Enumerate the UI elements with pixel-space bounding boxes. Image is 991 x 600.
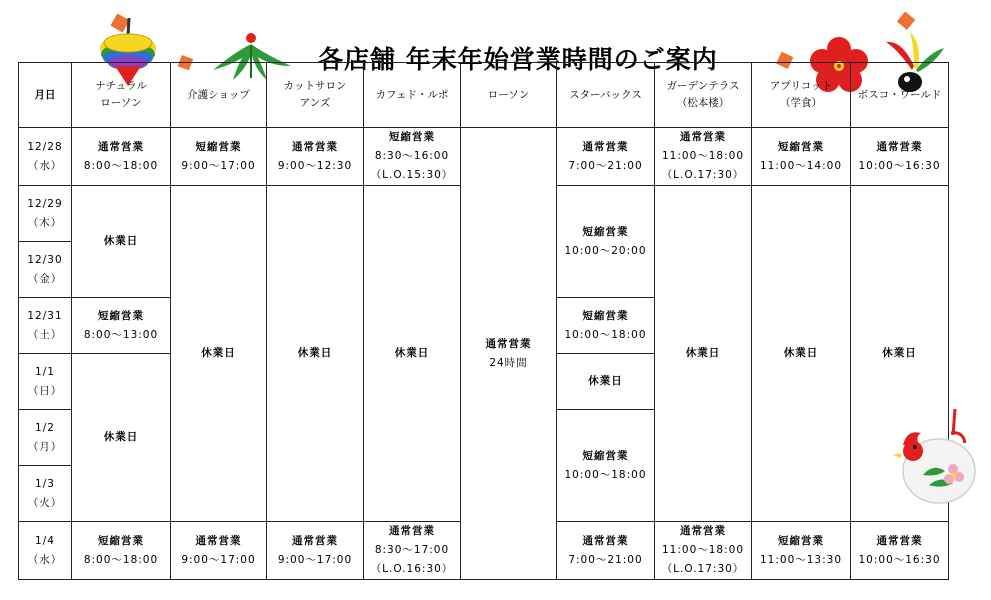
cell-line: 10:00～16:30 xyxy=(858,553,941,566)
cell-line: 12/30 xyxy=(27,253,63,266)
cell-line: ボスコ・ワールド xyxy=(857,88,942,101)
cell-line: 11:00～13:30 xyxy=(759,553,843,566)
cell-line: 通常営業 xyxy=(680,525,726,537)
cell-line: 通常営業 xyxy=(876,140,923,153)
cell-line: （火） xyxy=(27,496,63,509)
date-cell xyxy=(19,128,72,186)
schedule-cell xyxy=(557,522,655,580)
cell-line: 9:00～17:00 xyxy=(277,553,353,566)
cell-line: 短縮営業 xyxy=(582,449,629,462)
cell-line: 9:00～17:00 xyxy=(181,159,256,172)
schedule-cell xyxy=(851,128,949,186)
cell-line: 休業日 xyxy=(882,347,917,359)
schedule-cell xyxy=(557,410,655,522)
cell-line: 8:30～17:00 xyxy=(374,544,450,556)
cell-line: カフェド・ルポ xyxy=(375,88,449,101)
date-cell xyxy=(19,242,72,298)
cell-line: 通常営業 xyxy=(680,131,726,143)
table-row xyxy=(19,128,949,186)
cell-line: 休業日 xyxy=(685,347,721,359)
cell-line: 12/31 xyxy=(27,309,63,322)
cell-line: 短縮営業 xyxy=(778,534,824,547)
cell-line: （土） xyxy=(27,328,63,341)
schedule-cell xyxy=(557,298,655,354)
cell-line: アプリコット xyxy=(769,80,833,92)
schedule-cell xyxy=(72,186,171,298)
cell-line: 12/28 xyxy=(27,140,63,153)
cell-line: ローソン xyxy=(100,97,142,109)
date-cell xyxy=(19,298,72,354)
schedule-cell xyxy=(851,522,949,580)
cell-line: （学食） xyxy=(780,97,822,109)
cell-line: （L.O.15:30） xyxy=(370,169,454,181)
cell-line: カットサロン xyxy=(283,80,347,92)
cell-line: 短縮営業 xyxy=(582,309,629,322)
shop-header xyxy=(267,63,364,128)
schedule-cell xyxy=(752,522,851,580)
schedule-cell xyxy=(72,354,171,522)
header-row xyxy=(19,63,949,128)
schedule-cell xyxy=(72,522,171,580)
cell-line: 通常営業 xyxy=(485,337,532,350)
cell-line: 8:00～13:00 xyxy=(83,328,159,341)
cell-line: 通常営業 xyxy=(195,534,242,547)
shop-header xyxy=(171,63,267,128)
schedule-cell xyxy=(171,522,267,580)
cell-line: 休業日 xyxy=(783,347,819,359)
date-cell xyxy=(19,466,72,522)
cell-line: （月） xyxy=(27,440,63,453)
shop-header xyxy=(461,63,557,128)
schedule-cell xyxy=(461,128,557,580)
cell-line: 11:00～18:00 xyxy=(661,544,745,556)
cell-line: 8:00～18:00 xyxy=(83,159,159,172)
schedule-cell xyxy=(267,128,364,186)
cell-line: 通常営業 xyxy=(98,140,144,153)
shop-header xyxy=(557,63,655,128)
cell-line: 通常営業 xyxy=(582,140,629,153)
cell-line: 11:00～14:00 xyxy=(759,159,843,172)
cell-line: 通常営業 xyxy=(876,534,923,547)
schedule-cell xyxy=(267,522,364,580)
cell-line: 短縮営業 xyxy=(98,309,144,322)
schedule-cell xyxy=(655,186,752,522)
cell-line: 通常営業 xyxy=(292,534,338,547)
cell-line: （L.O.17:30） xyxy=(661,169,745,181)
schedule-cell xyxy=(557,186,655,298)
schedule-cell xyxy=(171,128,267,186)
cell-line: 短縮営業 xyxy=(98,534,144,547)
cell-line: 休業日 xyxy=(588,375,623,387)
cell-line: 休業日 xyxy=(394,347,430,359)
schedule-cell xyxy=(655,522,752,580)
cell-line: 12/29 xyxy=(27,197,63,210)
cell-line: 8:30～16:00 xyxy=(374,150,450,162)
schedule-cell xyxy=(171,186,267,522)
shop-header xyxy=(72,63,171,128)
cell-line: ローソン xyxy=(487,88,530,101)
schedule-cell xyxy=(557,354,655,410)
cell-line: 24時間 xyxy=(489,356,528,369)
cell-line: 9:00～12:30 xyxy=(277,159,353,172)
schedule-cell xyxy=(364,128,461,186)
date-column-header: 月日 xyxy=(19,63,72,128)
cell-line: 7:00～21:00 xyxy=(568,553,643,566)
cell-line: 介護ショップ xyxy=(187,88,250,101)
schedule-table xyxy=(18,62,949,580)
schedule-cell xyxy=(655,128,752,186)
schedule-cell xyxy=(364,186,461,522)
cell-line: （木） xyxy=(27,216,63,229)
shop-header xyxy=(851,63,949,128)
date-cell xyxy=(19,186,72,242)
date-cell xyxy=(19,354,72,410)
schedule-cell xyxy=(752,128,851,186)
cell-line: （L.O.16:30） xyxy=(370,563,454,575)
schedule-cell xyxy=(752,186,851,522)
cell-line: 休業日 xyxy=(103,431,139,443)
shop-header xyxy=(655,63,752,128)
cell-line: アンズ xyxy=(299,97,331,109)
cell-line: 1/3 xyxy=(35,477,55,490)
cell-line: 通常営業 xyxy=(582,534,629,547)
date-cell xyxy=(19,410,72,466)
cell-line: （水） xyxy=(27,553,63,566)
cell-line: 10:00～18:00 xyxy=(564,468,647,481)
page-title: 各店舗 年末年始営業時間のご案内 xyxy=(318,45,718,74)
cell-line: （日） xyxy=(27,384,63,397)
rooster-bell-icon xyxy=(893,405,979,507)
cell-line: （松本楼） xyxy=(676,97,730,109)
cell-line: 休業日 xyxy=(103,235,139,247)
cell-line: 休業日 xyxy=(297,347,333,359)
cell-line: ガーデンテラス xyxy=(666,80,740,92)
cell-line: 1/1 xyxy=(35,365,55,378)
cell-line: 10:00～18:00 xyxy=(564,328,647,341)
cell-line: 9:00～17:00 xyxy=(181,553,256,566)
shop-header xyxy=(364,63,461,128)
schedule-cell xyxy=(72,128,171,186)
cell-line: 短縮営業 xyxy=(582,225,629,238)
cell-line: 1/4 xyxy=(35,534,55,547)
cell-line: 短縮営業 xyxy=(389,131,435,143)
cell-line: 短縮営業 xyxy=(778,140,824,153)
shop-header xyxy=(752,63,851,128)
cell-line: 10:00～16:30 xyxy=(858,159,941,172)
cell-line: 11:00～18:00 xyxy=(661,150,745,162)
cell-line: スターバックス xyxy=(569,88,642,101)
cell-line: 8:00～18:00 xyxy=(83,553,159,566)
cell-line: 10:00～20:00 xyxy=(564,244,647,257)
cell-line: 短縮営業 xyxy=(195,140,242,153)
cell-line: （金） xyxy=(27,272,63,285)
schedule-cell xyxy=(364,522,461,580)
cell-line: 休業日 xyxy=(201,347,236,359)
schedule-cell xyxy=(557,128,655,186)
cell-line: 通常営業 xyxy=(389,525,435,537)
cell-line: 7:00～21:00 xyxy=(568,159,643,172)
schedule-cell xyxy=(72,298,171,354)
cell-line: （水） xyxy=(27,159,63,172)
cell-line: 通常営業 xyxy=(292,140,338,153)
schedule-cell xyxy=(267,186,364,522)
cell-line: 1/2 xyxy=(35,421,55,434)
cell-line: （L.O.17:30） xyxy=(661,563,745,575)
date-cell xyxy=(19,522,72,580)
cell-line: ナチュラル xyxy=(95,80,147,92)
